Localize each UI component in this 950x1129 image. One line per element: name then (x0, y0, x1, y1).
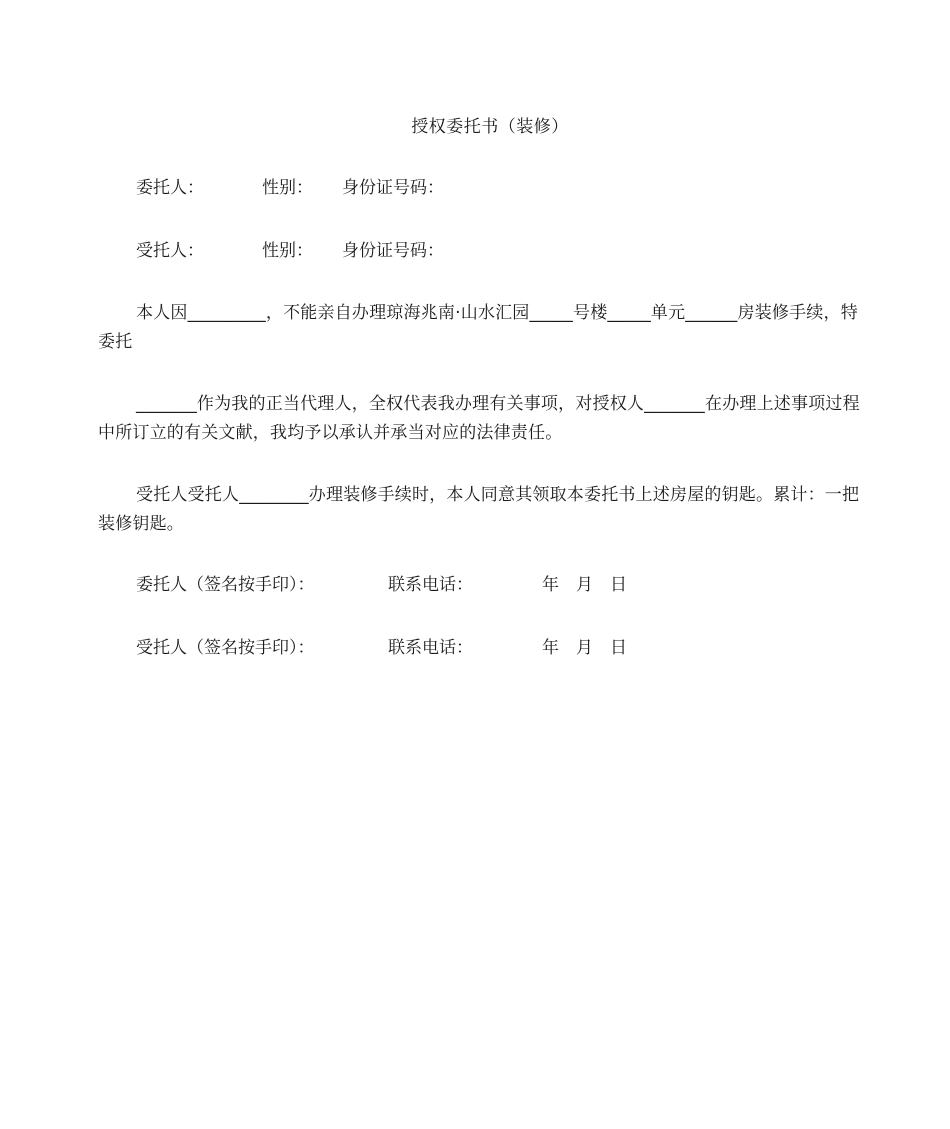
principal-id-label: 身份证号码： (342, 178, 444, 198)
key-collection-paragraph: 受托人受托人________办理装修手续时，本人同意其领取本委托书上述房屋的钥匙。累计：一把装修钥匙。 (98, 485, 860, 534)
principal-year-label: 年 (542, 575, 559, 595)
principal-name-label: 委托人： (136, 178, 204, 198)
agent-year-label: 年 (542, 638, 559, 658)
agent-name-label: 受托人： (136, 241, 204, 261)
agent-gender-label: 性别： (262, 241, 313, 261)
principal-signature-label: 委托人（签名按手印）： (136, 575, 315, 595)
principal-month-label: 月 (576, 575, 593, 595)
principal-day-label: 日 (610, 575, 627, 595)
agent-id-label: 身份证号码： (342, 241, 444, 261)
agent-month-label: 月 (576, 638, 593, 658)
principal-phone-label: 联系电话： (388, 575, 473, 595)
authorization-paragraph: _______作为我的正当代理人，全权代表我办理有关事项，对授权人_______在办理上述事项过程中所订立的有关文献，我均予以承认并承当对应的法律责任。 (98, 394, 860, 443)
principal-gender-label: 性别： (262, 178, 313, 198)
agent-phone-label: 联系电话： (388, 638, 473, 658)
document-title: 授权委托书（装修） (411, 117, 569, 137)
reason-paragraph: 本人因_________，不能亲自办理琼海兆南·山水汇园_____号楼_____单元______房装修手续，特委托 (98, 303, 858, 352)
agent-day-label: 日 (610, 638, 627, 658)
agent-signature-label: 受托人（签名按手印）： (136, 638, 315, 658)
